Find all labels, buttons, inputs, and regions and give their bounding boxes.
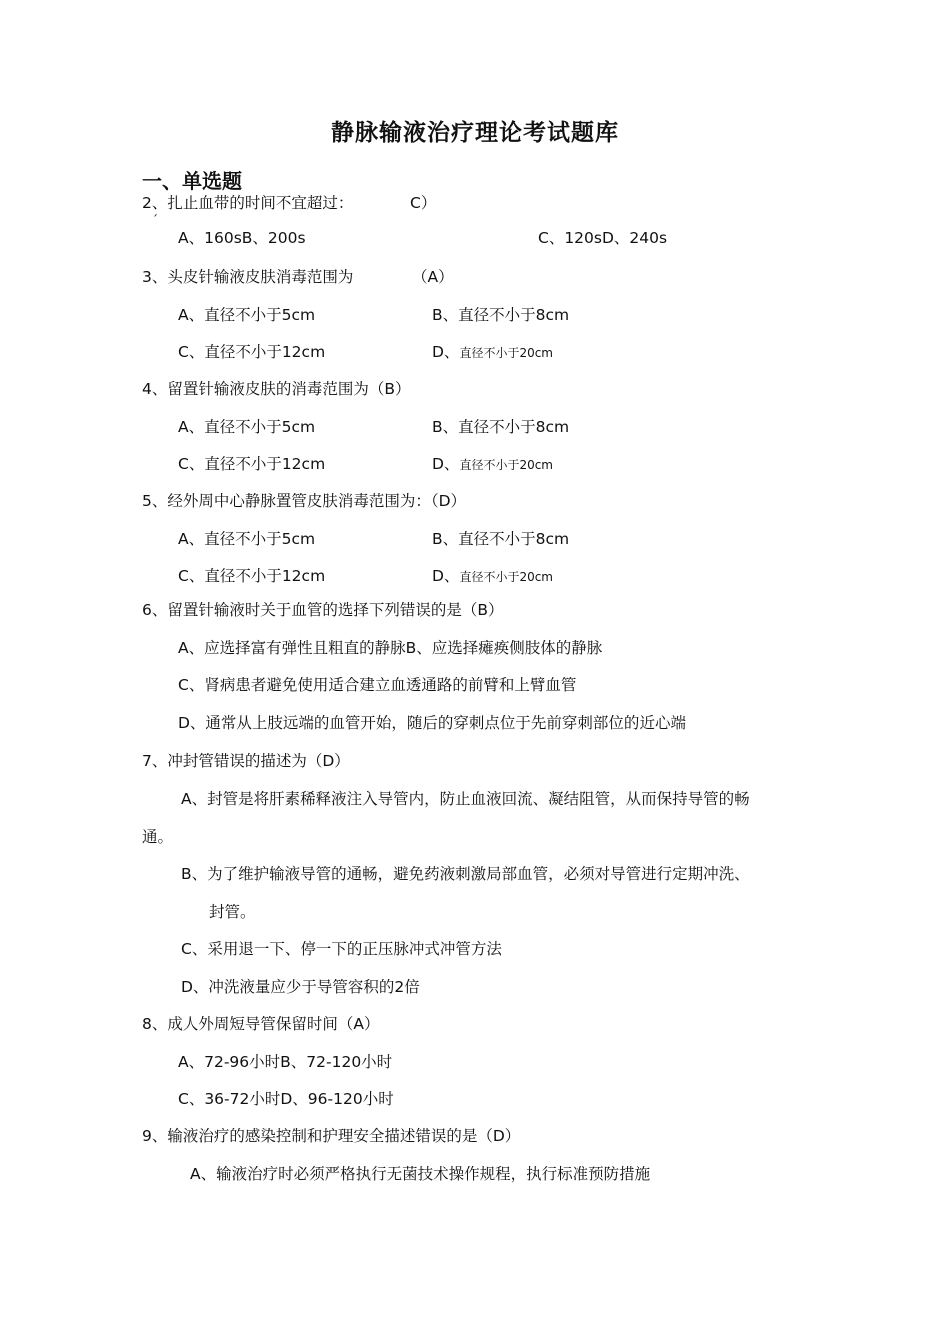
question-8-option-cd: C、36-72小时D、96-120小时: [178, 1090, 394, 1108]
question-2-option-cd: C、120sD、240s: [538, 229, 668, 247]
section-heading: 一、单选题: [142, 169, 242, 193]
question-5-stem: 5、经外周中心静脉置管皮肤消毒范围为：（D）: [142, 492, 467, 510]
question-3-option-d-label: D、: [432, 343, 460, 361]
question-8-stem: 8、成人外周短导管保留时间（A）: [142, 1015, 380, 1033]
question-9-option-a: A、输液治疗时必须严格执行无菌技术操作规程，执行标准预防措施: [190, 1165, 651, 1183]
question-3-option-c: C、直径不小于12cm: [178, 343, 326, 361]
question-2-stem: 2、扎止血带的时间不宜超过：: [142, 194, 354, 212]
question-5-option-a: A、直径不小于5cm: [178, 530, 316, 548]
question-3-option-b: B、直径不小于8cm: [432, 306, 570, 324]
question-4-option-d: [432, 454, 553, 475]
question-4-option-b: B、直径不小于8cm: [432, 418, 570, 436]
question-3-option-d-text: 直径不小于20cm: [459, 346, 553, 360]
question-4-stem: 4、留置针输液皮肤的消毒范围为（B）: [142, 380, 411, 398]
question-7-option-b-line2: 封管。: [209, 903, 256, 921]
question-4-option-c: C、直径不小于12cm: [178, 455, 326, 473]
question-3-option-a: A、直径不小于5cm: [178, 306, 316, 324]
question-4-option-d-label: D、: [432, 455, 460, 473]
tick-mark: ˊ: [152, 213, 158, 227]
question-5-option-d-label: D、: [432, 567, 460, 585]
question-5-option-c: C、直径不小于12cm: [178, 567, 326, 585]
question-6-option-d: D、通常从上肢远端的血管开始，随后的穿刺点位于先前穿刺部位的近心端: [178, 714, 686, 732]
question-3-answer: （A）: [412, 268, 454, 286]
question-2-answer: C）: [410, 194, 437, 212]
question-5-option-b: B、直径不小于8cm: [432, 530, 570, 548]
question-4-option-d-text: 直径不小于20cm: [459, 458, 553, 472]
question-3-stem: 3、头皮针输液皮肤消毒范围为: [142, 268, 354, 286]
document-title: 静脉输液治疗理论考试题库: [331, 120, 619, 146]
question-6-option-c: C、肾病患者避免使用适合建立血透通路的前臂和上臂血管: [178, 676, 577, 694]
question-6-stem: 6、留置针输液时关于血管的选择下列错误的是（B）: [142, 601, 504, 619]
question-7-stem: 7、冲封管错误的描述为（D）: [142, 752, 350, 770]
question-4-option-a: A、直径不小于5cm: [178, 418, 316, 436]
question-7-option-a-line2: 通。: [142, 828, 174, 846]
question-7-option-a-line1: A、封管是将肝素稀释液注入导管内，防止血液回流、凝结阻管，从而保持导管的畅: [181, 790, 750, 808]
question-9-stem: 9、输液治疗的感染控制和护理安全描述错误的是（D）: [142, 1127, 521, 1145]
question-7-option-c: C、采用退一下、停一下的正压脉冲式冲管方法: [181, 940, 502, 958]
question-8-option-ab: A、72-96小时B、72-120小时: [178, 1053, 393, 1071]
question-7-option-d: D、冲洗液量应少于导管容积的2倍: [181, 978, 420, 996]
question-3-option-d: [432, 342, 553, 363]
question-5-option-d: [432, 566, 553, 587]
question-5-option-d-text: 直径不小于20cm: [459, 570, 553, 584]
question-7-option-b-line1: B、为了维护输液导管的通畅，避免药液刺激局部血管，必须对导管进行定期冲洗、: [181, 865, 750, 883]
question-6-option-ab: A、应选择富有弹性且粗直的静脉B、应选择瘫痪侧肢体的静脉: [178, 639, 603, 657]
question-2-option-ab: A、160sB、200s: [178, 229, 306, 247]
